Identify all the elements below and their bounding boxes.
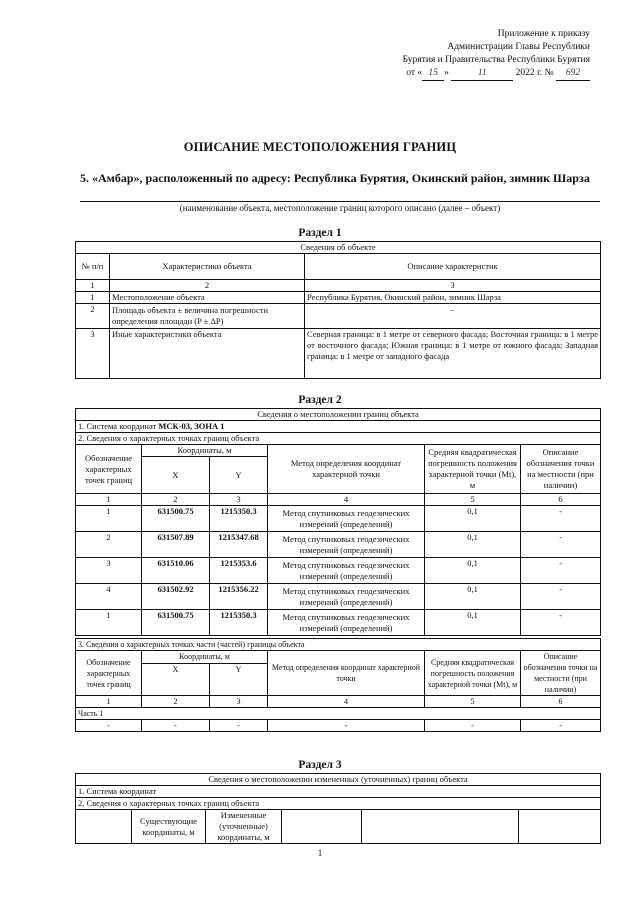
x-header: X <box>142 663 210 695</box>
page-number: 1 <box>317 848 323 858</box>
existing-coords-header: Существующие координаты, м <box>132 810 206 844</box>
section-2-table <box>75 408 601 636</box>
points-header: 2. Сведения о характерных точках границ объекта <box>76 433 601 445</box>
col-desc-header: Описание характеристик <box>305 254 601 280</box>
table-row <box>76 584 601 610</box>
changed-coords-header: Измененные (уточненные) координаты, м <box>206 810 282 844</box>
points-header: 2. Сведения о характерных точках границ объекта <box>76 798 601 810</box>
point-x: 631500.75 <box>142 506 210 532</box>
y-header: Y <box>210 663 268 695</box>
index-cell: 5 <box>425 696 521 708</box>
descr-header: Описание обозначения точки на местности (при наличии) <box>521 445 601 494</box>
parts-table <box>75 638 601 732</box>
method-header: Метод определения координат характерной точки <box>268 651 425 696</box>
section-3-table <box>75 773 601 844</box>
point-id: 3 <box>76 558 142 584</box>
empty-cell: - <box>268 720 425 732</box>
point-mt: 0,1 <box>425 506 521 532</box>
row-characteristic: Местоположение объекта <box>110 292 305 304</box>
point-id: 2 <box>76 532 142 558</box>
designation-header: Обозначение характерных точек границ <box>76 445 142 494</box>
x-header: X <box>142 457 210 494</box>
index-cell: 4 <box>268 696 425 708</box>
point-id: 1 <box>76 506 142 532</box>
empty-cell: - <box>521 720 601 732</box>
appendix-line-2: Администрации Главы Республики <box>447 42 590 52</box>
document-title: ОПИСАНИЕ МЕСТОПОЛОЖЕНИЯ ГРАНИЦ <box>183 140 457 154</box>
table-row <box>76 558 601 584</box>
index-cell: 3 <box>210 696 268 708</box>
object-underline <box>80 201 600 202</box>
section-1-table <box>75 241 601 379</box>
index-cell: 3 <box>305 280 601 292</box>
point-method: Метод спутниковых геодезических измерений (определений) <box>268 506 425 532</box>
part-label: Часть 1 <box>76 708 601 720</box>
empty-cell <box>76 810 132 844</box>
index-cell: 2 <box>110 280 305 292</box>
date-prefix: от « <box>406 68 423 78</box>
point-id: 4 <box>76 584 142 610</box>
table-row <box>76 292 601 304</box>
coords-header: Координаты, м <box>142 651 268 664</box>
parts-header: 3. Сведения о характерных точках части (частей) границы объекта <box>76 639 601 651</box>
point-mt: 0,1 <box>425 558 521 584</box>
point-descr: - <box>521 506 601 532</box>
col-char-header: Характеристики объекта <box>110 254 305 280</box>
error-header: Средняя квадратическая погрешность положения характерной точки (Mt), м <box>425 445 521 494</box>
point-x: 631500.75 <box>142 610 210 636</box>
point-descr: - <box>521 532 601 558</box>
point-y: 1215356.22 <box>210 584 268 610</box>
row-number: 2 <box>76 304 110 329</box>
object-name: 5. «Амбар», расположенный по адресу: Республика Бурятия, Окинский район, зимник Шарза <box>80 171 590 185</box>
empty-cell: - <box>425 720 521 732</box>
table-row <box>76 532 601 558</box>
index-cell: 1 <box>76 280 110 292</box>
coord-system-row: 1. Система координат <box>76 786 601 798</box>
date-day: 15 <box>422 67 444 81</box>
row-description: Северная граница: в 1 метре от северного фасада; Восточная граница: в 1 метре от восточного фасада; Южная граница: в 1 метре от южного фасада; Западная граница: в 1 метре от западного фасада <box>305 329 601 379</box>
index-cell: 1 <box>76 696 142 708</box>
point-x: 631507.89 <box>142 532 210 558</box>
point-method: Метод спутниковых геодезических измерений (определений) <box>268 532 425 558</box>
table-row <box>76 610 601 636</box>
index-cell: 2 <box>142 696 210 708</box>
point-method: Метод спутниковых геодезических измерений (определений) <box>268 584 425 610</box>
point-x: 631502.92 <box>142 584 210 610</box>
section-3-title: Раздел 3 <box>298 759 342 771</box>
point-y: 1215347.68 <box>210 532 268 558</box>
section-3-header: Сведения о местоположении измененных (уточненных) границ объекта <box>76 774 601 786</box>
index-cell: 6 <box>521 494 601 506</box>
table-row <box>76 304 601 329</box>
coord-system-label: 1. Система координат <box>78 421 157 431</box>
row-number: 3 <box>76 329 110 379</box>
point-method: Метод спутниковых геодезических измерений (определений) <box>268 558 425 584</box>
row-number: 1 <box>76 292 110 304</box>
point-mt: 0,1 <box>425 532 521 558</box>
method-header: Метод определения координат характерной точки <box>268 445 425 494</box>
point-x: 631510.06 <box>142 558 210 584</box>
col-num-header: № п/п <box>76 254 110 280</box>
table-row <box>76 506 601 532</box>
point-descr: - <box>521 584 601 610</box>
y-header: Y <box>210 457 268 494</box>
date-year: 2022 г. № <box>515 68 554 78</box>
index-cell: 2 <box>142 494 210 506</box>
point-mt: 0,1 <box>425 584 521 610</box>
index-cell: 4 <box>268 494 425 506</box>
order-number: 692 <box>556 67 590 81</box>
row-description: Республика Бурятия, Окинский район, зимник Шарза <box>305 292 601 304</box>
point-descr: - <box>521 558 601 584</box>
empty-cell: - <box>210 720 268 732</box>
point-descr: - <box>521 610 601 636</box>
index-cell: 5 <box>425 494 521 506</box>
section-1-header: Сведения об объекте <box>76 242 601 254</box>
empty-cell: - <box>76 720 142 732</box>
appendix-header <box>340 28 590 81</box>
appendix-line-3: Бурятия и Правительства Республики Бурятия <box>402 55 590 65</box>
index-cell: 3 <box>210 494 268 506</box>
point-id: 1 <box>76 610 142 636</box>
point-y: 1215350.3 <box>210 610 268 636</box>
row-characteristic: Площадь объекта ± величина погрешности определения площади (P ± ΔP) <box>110 304 305 329</box>
index-cell: 6 <box>521 696 601 708</box>
empty-cell <box>519 810 601 844</box>
section-2-title: Раздел 2 <box>298 394 342 406</box>
date-month: 11 <box>451 67 513 81</box>
row-description: – <box>305 304 601 329</box>
coord-system-value: МСК-03, ЗОНА 1 <box>158 421 225 431</box>
empty-cell <box>282 810 362 844</box>
designation-header: Обозначение характерных точек границ <box>76 651 142 696</box>
section-2-header: Сведения о местоположении границ объекта <box>76 409 601 421</box>
date-mid: » <box>444 68 449 78</box>
appendix-line-1: Приложение к приказу <box>497 29 590 39</box>
appendix-date-line <box>340 67 590 81</box>
object-caption: (наименование объекта, местоположение границ которого описано (далее – объект) <box>179 203 501 213</box>
index-cell: 1 <box>76 494 142 506</box>
table-row <box>76 720 601 732</box>
empty-cell: - <box>142 720 210 732</box>
point-y: 1215353.6 <box>210 558 268 584</box>
row-characteristic: Иные характеристики объекта <box>110 329 305 379</box>
point-mt: 0,1 <box>425 610 521 636</box>
error-header: Средняя квадратическая погрешность положения характерной точки (Mt), м <box>425 651 521 696</box>
section-1-title: Раздел 1 <box>298 227 342 239</box>
empty-cell <box>362 810 519 844</box>
point-y: 1215350.3 <box>210 506 268 532</box>
descr-header: Описание обозначения точки на местности (при наличии) <box>521 651 601 696</box>
coords-header: Координаты, м <box>142 445 268 457</box>
point-method: Метод спутниковых геодезических измерений (определений) <box>268 610 425 636</box>
coord-system-row <box>76 421 601 433</box>
table-row <box>76 329 601 379</box>
